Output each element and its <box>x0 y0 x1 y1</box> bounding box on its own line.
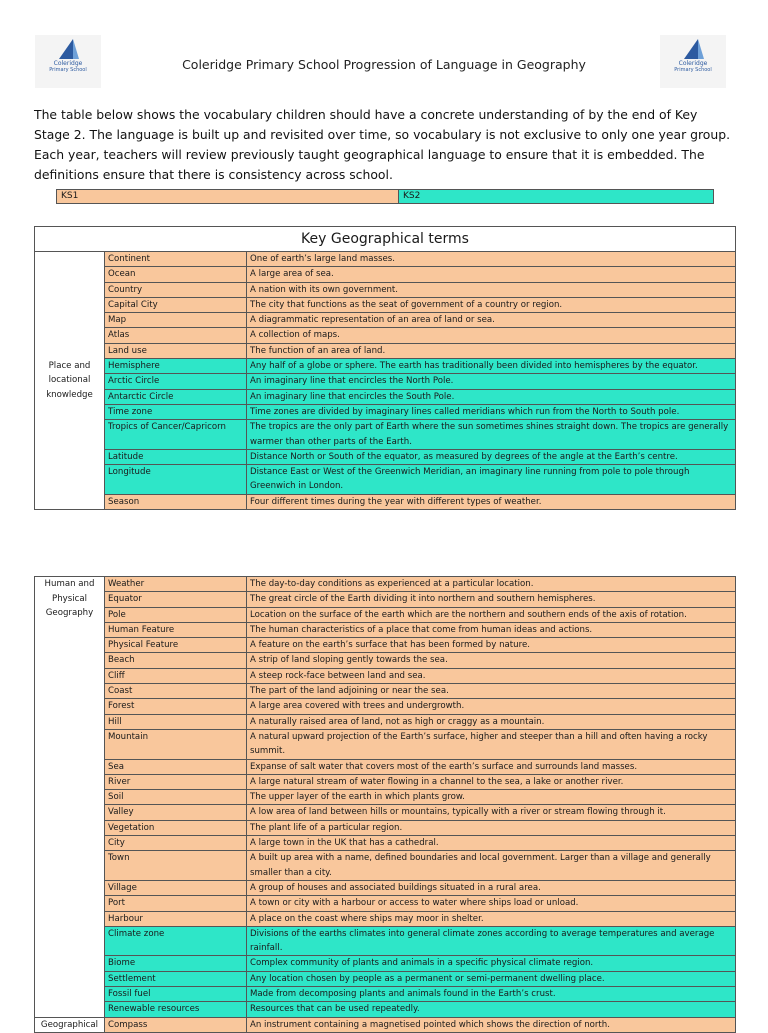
definition-cell: A strip of land sloping gently towards the sea. <box>247 653 736 668</box>
table-row <box>35 404 736 419</box>
table-row <box>35 592 736 607</box>
logo-text-line-2: Primary School <box>49 67 87 73</box>
definition-cell: A diagrammatic representation of an area of land or sea. <box>247 313 736 328</box>
definition-cell: An imaginary line that encircles the North Pole. <box>247 374 736 389</box>
table-row <box>35 896 736 911</box>
table-row <box>35 267 736 282</box>
table-row <box>35 836 736 851</box>
table-row <box>35 328 736 343</box>
term-cell: Compass <box>105 1017 247 1033</box>
table-row <box>35 971 736 986</box>
definition-cell: The human characteristics of a place that come from human ideas and actions. <box>247 622 736 637</box>
term-cell: Physical Feature <box>105 638 247 653</box>
term-cell: Port <box>105 896 247 911</box>
definition-cell: A large area covered with trees and undergrowth. <box>247 699 736 714</box>
table-row <box>35 297 736 312</box>
table-row <box>35 714 736 729</box>
term-cell: Climate zone <box>105 926 247 956</box>
term-cell: Continent <box>105 252 247 267</box>
definition-cell: The plant life of a particular region. <box>247 820 736 835</box>
term-cell: Biome <box>105 956 247 971</box>
term-cell: Tropics of Cancer/Capricorn <box>105 420 247 450</box>
table-row <box>35 1017 736 1033</box>
school-logo-left <box>35 35 101 88</box>
legend-ks2: KS2 <box>399 190 713 203</box>
term-cell: Time zone <box>105 404 247 419</box>
term-cell: City <box>105 836 247 851</box>
term-cell: Beach <box>105 653 247 668</box>
table-row <box>35 465 736 495</box>
logo-text-line-1: Coleridge <box>53 60 83 67</box>
term-cell: Human Feature <box>105 622 247 637</box>
definition-cell: The day-to-day conditions as experienced at a particular location. <box>247 577 736 592</box>
definition-cell: The tropics are the only part of Earth where the sun sometimes shines straight down. The tropics are generally warmer than other parts of the Earth. <box>247 420 736 450</box>
definition-cell: Expanse of salt water that covers most of the earth’s surface and surrounds land masses. <box>247 759 736 774</box>
definition-cell: A naturally raised area of land, not as high or craggy as a mountain. <box>247 714 736 729</box>
definition-cell: Location on the surface of the earth which are the northern and southern ends of the axis of rotation. <box>247 607 736 622</box>
table-row <box>35 282 736 297</box>
table-row <box>35 607 736 622</box>
term-cell: Map <box>105 313 247 328</box>
term-cell: Harbour <box>105 911 247 926</box>
term-cell: Hemisphere <box>105 359 247 374</box>
table-row <box>35 987 736 1002</box>
definition-cell: A low area of land between hills or mountains, typically with a river or stream flowing through it. <box>247 805 736 820</box>
table-row <box>35 759 736 774</box>
definition-cell: The great circle of the Earth dividing it into northern and southern hemispheres. <box>247 592 736 607</box>
term-cell: Hill <box>105 714 247 729</box>
category-cell: Human and Physical Geography <box>35 577 105 1018</box>
definition-cell: A steep rock-face between land and sea. <box>247 668 736 683</box>
definition-cell: The city that functions as the seat of government of a country or region. <box>247 297 736 312</box>
logo-text-line-1: Coleridge <box>678 60 708 67</box>
term-cell: Latitude <box>105 449 247 464</box>
definition-cell: Divisions of the earths climates into general climate zones according to average temperatures and average rainfall. <box>247 926 736 956</box>
definition-cell: A group of houses and associated buildings situated in a rural area. <box>247 880 736 895</box>
term-cell: Cliff <box>105 668 247 683</box>
table-row <box>35 684 736 699</box>
definition-cell: An instrument containing a magnetised pointed which shows the direction of north. <box>247 1017 736 1033</box>
term-cell: Settlement <box>105 971 247 986</box>
table-row <box>35 805 736 820</box>
logo-text-line-2: Primary School <box>674 67 712 73</box>
intro-paragraph: The table below shows the vocabulary children should have a concrete understanding of by the end of Key Stage 2. The language is built up and revisited over time, so vocabulary is not exclusive to only one year group. Each year, teachers will review previously taught geographical language to ensure that it is embedded. The definitions ensure that there is consistency across school. <box>34 107 731 182</box>
definition-cell: A collection of maps. <box>247 328 736 343</box>
table-row <box>35 359 736 374</box>
table-row <box>35 252 736 267</box>
table-row <box>35 880 736 895</box>
term-cell: Town <box>105 851 247 881</box>
table-row <box>35 851 736 881</box>
definition-cell: Made from decomposing plants and animals found in the Earth’s crust. <box>247 987 736 1002</box>
term-cell: Arctic Circle <box>105 374 247 389</box>
table-row <box>35 622 736 637</box>
definition-cell: A place on the coast where ships may moor in shelter. <box>247 911 736 926</box>
definition-cell: A feature on the earth’s surface that has been formed by nature. <box>247 638 736 653</box>
term-cell: Vegetation <box>105 820 247 835</box>
term-cell: Season <box>105 494 247 509</box>
table-row <box>35 343 736 358</box>
table-row <box>35 374 736 389</box>
term-cell: Sea <box>105 759 247 774</box>
table-heading: Key Geographical terms <box>35 227 736 252</box>
table-row <box>35 729 736 759</box>
term-cell: Longitude <box>105 465 247 495</box>
definition-cell: Complex community of plants and animals in a specific physical climate region. <box>247 956 736 971</box>
page-title: Coleridge Primary School Progression of Language in Geography <box>182 57 586 72</box>
table-row <box>35 790 736 805</box>
school-logo-right <box>660 35 726 88</box>
term-cell: Ocean <box>105 267 247 282</box>
table-row <box>35 699 736 714</box>
table-row <box>35 420 736 450</box>
definition-cell: A town or city with a harbour or access to water where ships load or unload. <box>247 896 736 911</box>
table-row <box>35 449 736 464</box>
key-terms-table-place <box>34 226 736 510</box>
table-row <box>35 774 736 789</box>
term-cell: Pole <box>105 607 247 622</box>
term-cell: Coast <box>105 684 247 699</box>
definition-cell: The function of an area of land. <box>247 343 736 358</box>
term-cell: Weather <box>105 577 247 592</box>
definition-cell: Any half of a globe or sphere. The earth has traditionally been divided into hemispheres by the equator. <box>247 359 736 374</box>
definition-cell: Resources that can be used repeatedly. <box>247 1002 736 1017</box>
definition-cell: Any location chosen by people as a permanent or semi-permanent dwelling place. <box>247 971 736 986</box>
term-cell: Forest <box>105 699 247 714</box>
table-row <box>35 653 736 668</box>
term-cell: Mountain <box>105 729 247 759</box>
definition-cell: One of earth’s large land masses. <box>247 252 736 267</box>
term-cell: Equator <box>105 592 247 607</box>
term-cell: Country <box>105 282 247 297</box>
category-cell: Place and locational knowledge <box>35 252 105 510</box>
table-row <box>35 313 736 328</box>
table-row <box>35 494 736 509</box>
definition-cell: Distance North or South of the equator, as measured by degrees of the angle at the Earth’s centre. <box>247 449 736 464</box>
term-cell: Fossil fuel <box>105 987 247 1002</box>
key-terms-table-human-physical <box>34 576 736 1033</box>
category-cell: Geographical <box>35 1017 105 1033</box>
definition-cell: A large natural stream of water flowing in a channel to the sea, a lake or another river. <box>247 774 736 789</box>
table-row <box>35 926 736 956</box>
term-cell: Soil <box>105 790 247 805</box>
definition-cell: Time zones are divided by imaginary lines called meridians which run from the North to South pole. <box>247 404 736 419</box>
definition-cell: A built up area with a name, defined boundaries and local government. Larger than a village and generally smaller than a city. <box>247 851 736 881</box>
definition-cell: Four different times during the year with different types of weather. <box>247 494 736 509</box>
definition-cell: An imaginary line that encircles the South Pole. <box>247 389 736 404</box>
term-cell: Atlas <box>105 328 247 343</box>
legend-ks1: KS1 <box>57 190 399 203</box>
term-cell: Antarctic Circle <box>105 389 247 404</box>
table-row <box>35 1002 736 1017</box>
definition-cell: A natural upward projection of the Earth’s surface, higher and steeper than a hill and often having a rocky summit. <box>247 729 736 759</box>
table-row <box>35 389 736 404</box>
definition-cell: A large town in the UK that has a cathedral. <box>247 836 736 851</box>
table-row <box>35 668 736 683</box>
definition-cell: A large area of sea. <box>247 267 736 282</box>
table-row <box>35 956 736 971</box>
definition-cell: The part of the land adjoining or near the sea. <box>247 684 736 699</box>
term-cell: Village <box>105 880 247 895</box>
term-cell: Renewable resources <box>105 1002 247 1017</box>
key-stage-legend <box>56 189 714 204</box>
table-row <box>35 638 736 653</box>
term-cell: Valley <box>105 805 247 820</box>
definition-cell: A nation with its own government. <box>247 282 736 297</box>
term-cell: Land use <box>105 343 247 358</box>
table-row <box>35 820 736 835</box>
definition-cell: The upper layer of the earth in which plants grow. <box>247 790 736 805</box>
definition-cell: Distance East or West of the Greenwich Meridian, an imaginary line running from pole to pole through Greenwich in London. <box>247 465 736 495</box>
table-row <box>35 577 736 592</box>
table-row <box>35 911 736 926</box>
term-cell: River <box>105 774 247 789</box>
term-cell: Capital City <box>105 297 247 312</box>
